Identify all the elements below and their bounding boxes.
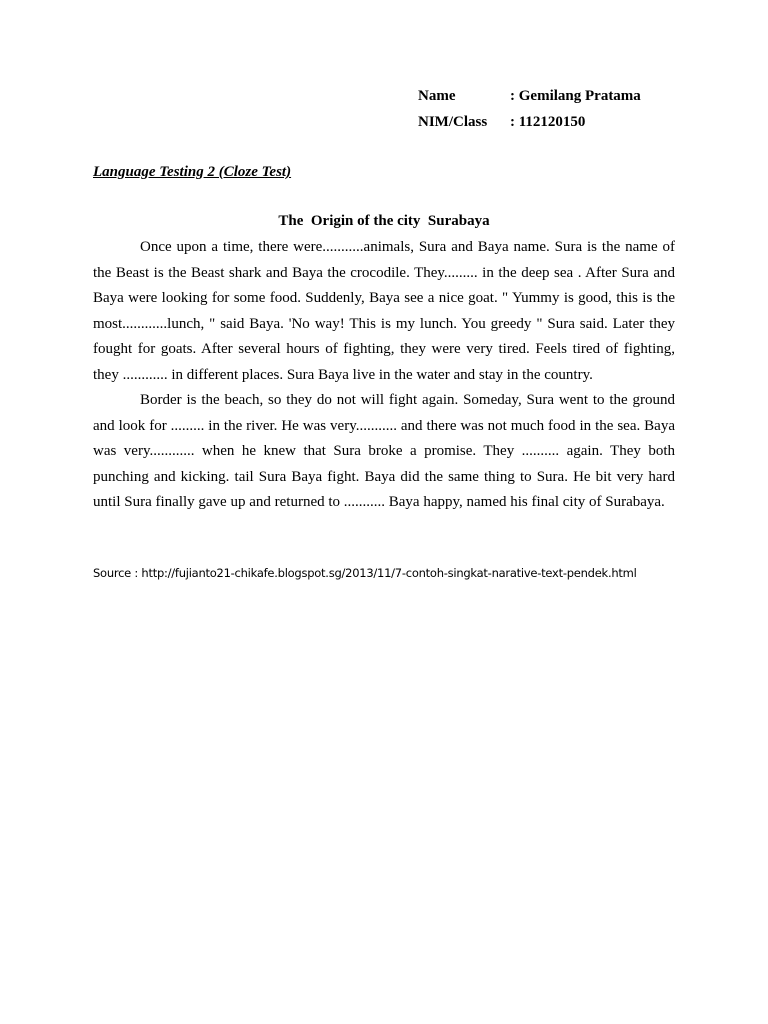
nim-class-row	[418, 112, 641, 138]
name-value: : Gemilang Pratama	[510, 88, 641, 104]
story-title: The Origin of the city Surabaya	[278, 213, 490, 229]
story-paragraph: Once upon a time, there were...........animals, Sura and Baya name. Sura is the name of the Beast is the Beast shark and Baya the crocodile. They......... in the deep sea . After Sura and Baya were looking for some food. Suddenly, Baya see a nice goat. " Yummy is good, this is the most............lunch, " said Baya. 'No way! This is my lunch. You greedy " Sura said. Later they fought for goats. After several hours of fighting, they were very tired. Feels tired of fighting, they ............ in different places. Sura Baya live in the water and stay in the country.	[93, 239, 675, 383]
name-row	[418, 86, 641, 112]
nim-class-label: NIM/Class	[418, 114, 488, 130]
student-info	[418, 86, 641, 138]
source-citation: Source : http://fujianto21-chikafe.blogspot.sg/2013/11/7-contoh-singkat-narative-text-pendek.html	[93, 566, 637, 580]
test-subject-heading: Language Testing 2 (Cloze Test)	[93, 164, 292, 180]
story-body	[93, 235, 675, 516]
nim-class-value: : 112120150	[510, 114, 586, 130]
name-label: Name	[418, 88, 456, 104]
story-paragraph: Border is the beach, so they do not will fight again. Someday, Sura went to the ground and look for ......... in the river. He was very........... and there was not much food in the sea. Baya was very............ when he knew that Sura broke a promise. They .......... again. They both punching and kicking. tail Sura Baya fight. Baya did the same thing to Sura. He bit very hard until Sura finally gave up and returned to ........... Baya happy, named his final city of Surabaya.	[93, 392, 675, 510]
